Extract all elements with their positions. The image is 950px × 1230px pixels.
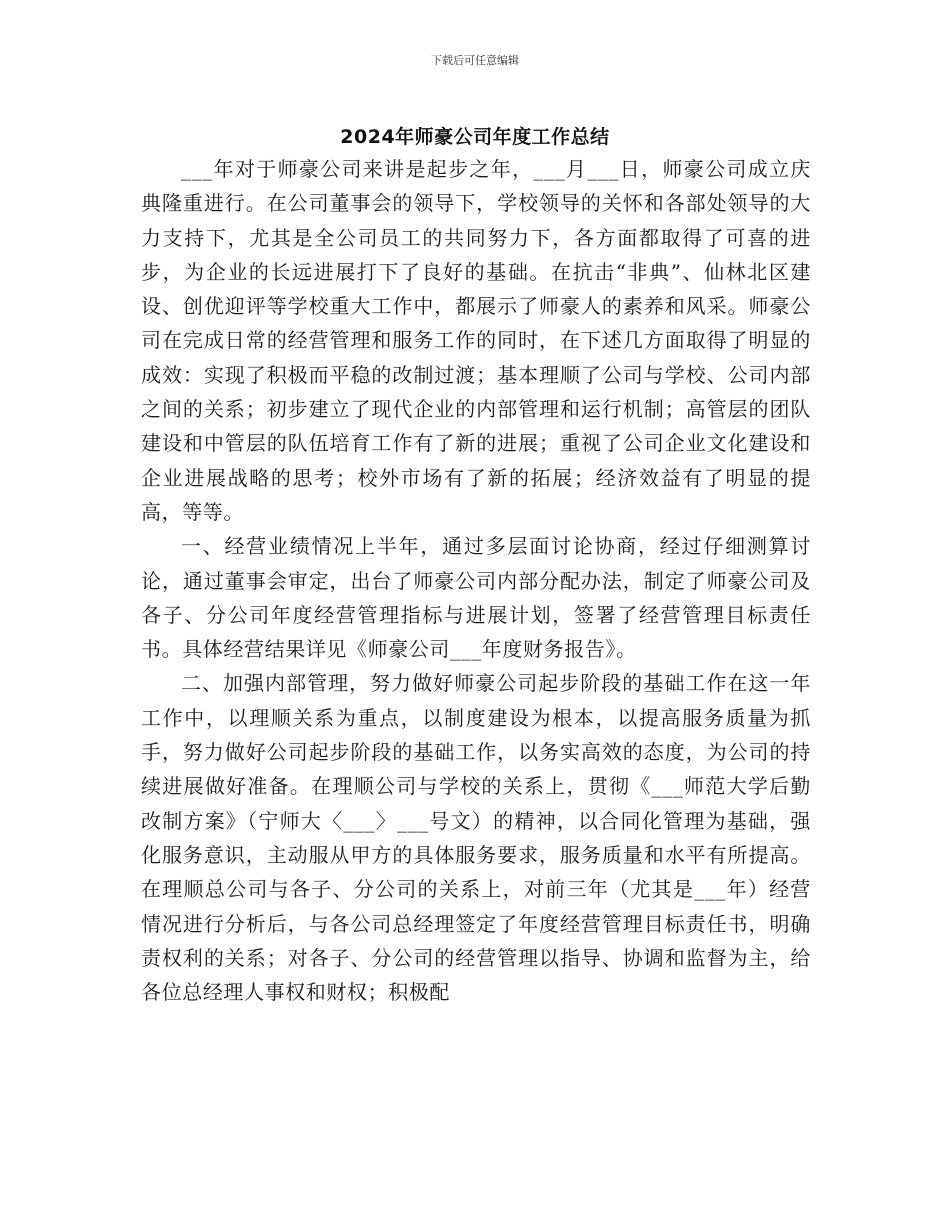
document-title: 2024年师豪公司年度工作总结 bbox=[340, 126, 610, 148]
page-header-note: 下载后可任意编辑 bbox=[431, 54, 519, 67]
paragraph-section-2: 二、加强内部管理，努力做好师豪公司起步阶段的基础工作在这一年工作中，以理顺关系为重点，以制度建设为根本，以提高服务质量为抓手，努力做好公司起步阶段的基础工作，以务实高效的态度，为公司的持续进展做好准备。在理顺公司与学校的关系上，贯彻《___师范大学后勤改制方案》（宁师大〈___〉___号文）的精神，以合同化管理为基础，强化服务意识，主动服从甲方的具体服务要求，服务质量和水平有所提高。在理顺总公司与各子、分公司的关系上，对前三年（尤其是___年）经营情况进行分析后，与各公司总经理签定了年度经营管理目标责任书，明确责权利的关系；对各子、分公司的经营管理以指导、协调和监督为主，给各位总经理人事权和财权；积极配 bbox=[141, 671, 811, 1005]
document-body bbox=[141, 152, 811, 1009]
paragraph-intro: ___年对于师豪公司来讲是起步之年，___月___日，师豪公司成立庆典隆重进行。在公司董事会的领导下，学校领导的关怀和各部处领导的大力支持下，尤其是全公司员工的共同努力下，各方面都取得了可喜的进步，为企业的长远进展打下了良好的基础。在抗击“非典”、仙林北区建设、创优迎评等学校重大工作中，都展示了师豪人的素养和风采。师豪公司在完成日常的经营管理和服务工作的同时，在下述几方面取得了明显的成效：实现了积极而平稳的改制过渡；基本理顺了公司与学校、公司内部之间的关系；初步建立了现代企业的内部管理和运行机制；高管层的团队建设和中管层的队伍培育工作有了新的进展；重视了公司企业文化建设和企业进展战略的思考；校外市场有了新的拓展；经济效益有了明显的提高，等等。 bbox=[141, 157, 811, 524]
paragraph-section-1: 一、经营业绩情况上半年，通过多层面讨论协商，经过仔细测算讨论，通过董事会审定，出台了师豪公司内部分配办法，制定了师豪公司及各子、分公司年度经营管理指标与进展计划，签署了经营管理目标责任书。具体经营结果详见《师豪公司___年度财务报告》。 bbox=[141, 534, 811, 662]
